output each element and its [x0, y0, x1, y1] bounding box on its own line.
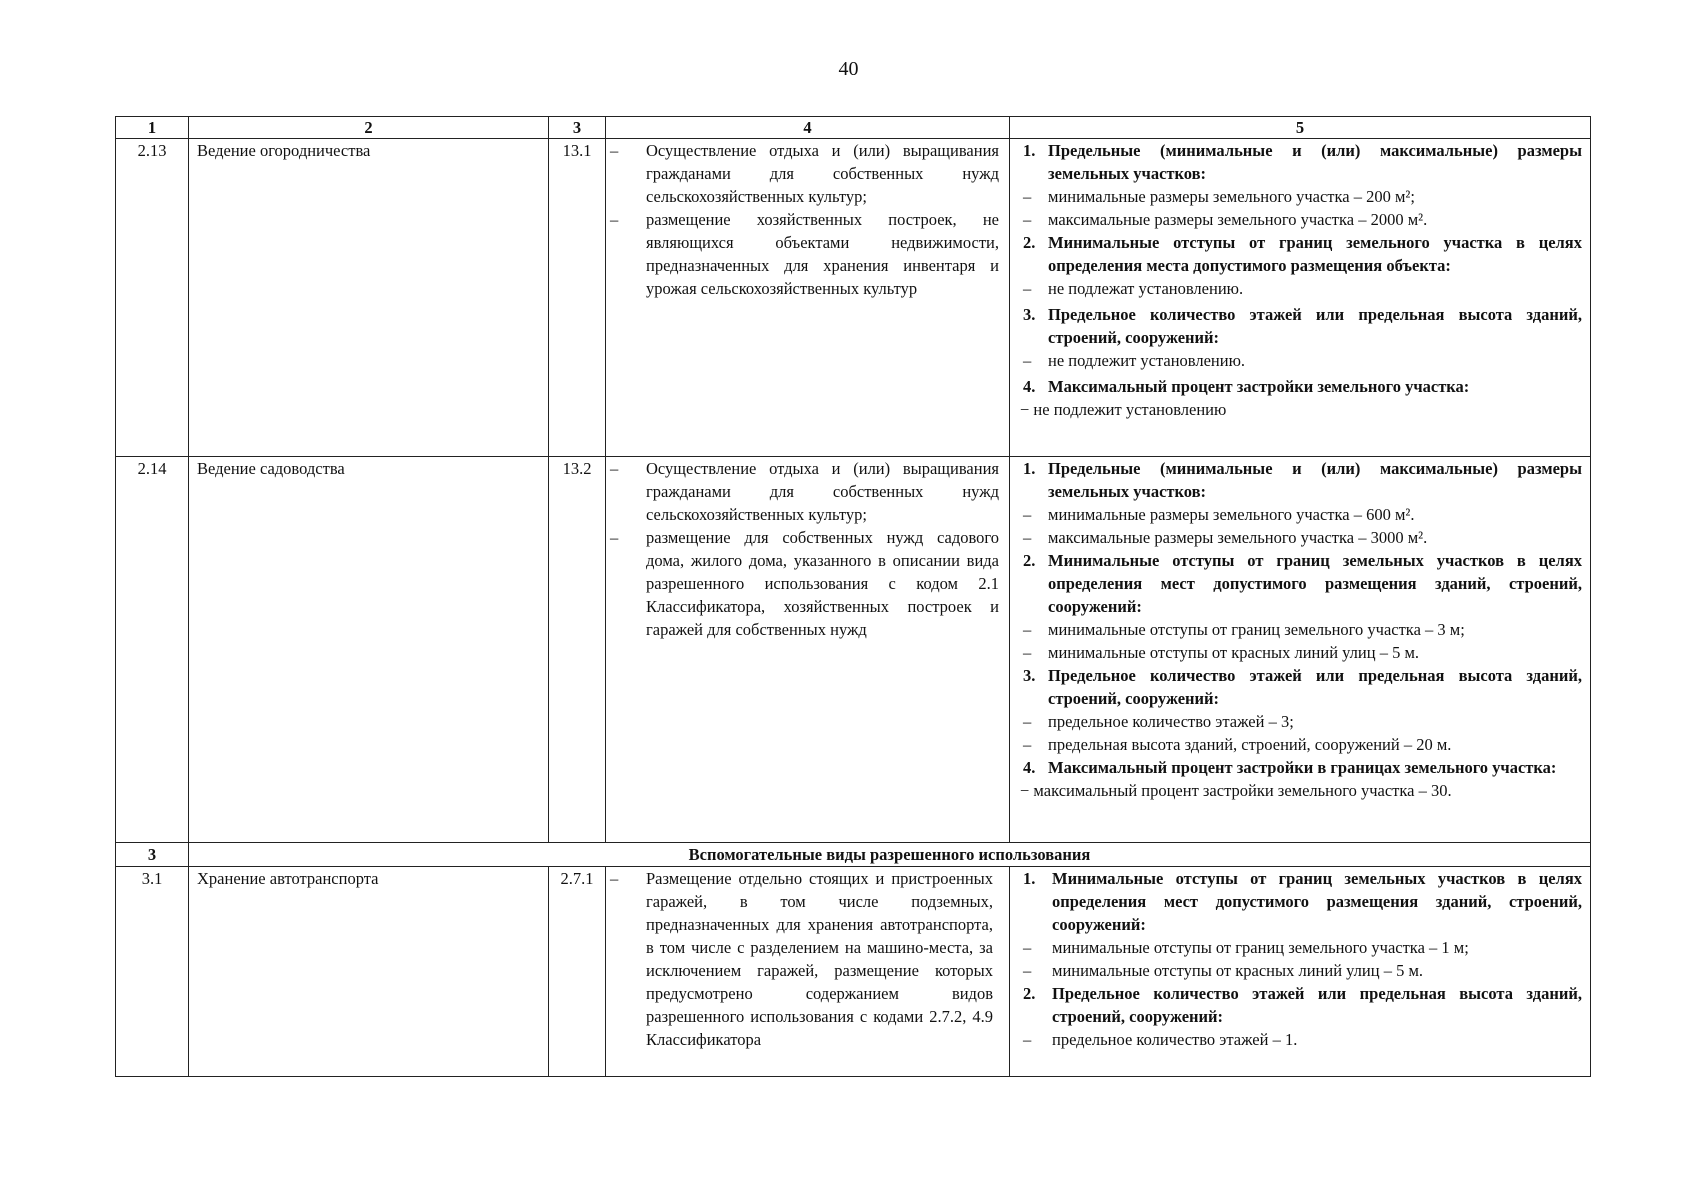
- parameter-item: − максимальный процент застройки земельного участка – 30.: [1020, 781, 1452, 800]
- parameter-heading: 1. Предельные (минимальные и (или) максимальные) размеры земельных участков:: [1023, 459, 1582, 501]
- parameters-cell: [1010, 139, 1591, 457]
- parameter-item: – минимальные отступы от красных линий улиц – 5 м.: [1018, 641, 1582, 664]
- parameter-heading: 3. Предельное количество этажей или предельная высота зданий, строений, сооружений:: [1023, 666, 1582, 708]
- parameters-cell: [1010, 457, 1591, 843]
- parameter-item: – минимальные размеры земельного участка – 200 м²;: [1018, 185, 1582, 208]
- parameters-cell: [1010, 867, 1591, 1077]
- header-cell: 2: [189, 117, 549, 139]
- header-cell: 5: [1010, 117, 1591, 139]
- use-type-code: 13.1: [549, 139, 606, 457]
- use-type-name: Ведение садоводства: [189, 457, 549, 843]
- page-number: 40: [838, 58, 859, 80]
- description-item: – размещение для собственных нужд садового дома, жилого дома, указанного в описании вида разрешенного использования с кодом 2.1 Классификатора, хозяйственных построек и гаражей для собственных нужд: [606, 526, 1001, 641]
- parameter-item: – минимальные размеры земельного участка – 600 м².: [1018, 503, 1582, 526]
- table-row: [116, 139, 1591, 457]
- parameter-item: – максимальные размеры земельного участка – 3000 м².: [1018, 526, 1582, 549]
- header-cell: 4: [606, 117, 1010, 139]
- row-number: 2.14: [116, 457, 189, 843]
- parameter-item: – минимальные отступы от границ земельного участка – 1 м;: [1018, 936, 1582, 959]
- parameter-item: – не подлежат установлению.: [1018, 277, 1582, 300]
- section-row: [116, 843, 1591, 867]
- parameter-item: – предельная высота зданий, строений, сооружений – 20 м.: [1018, 733, 1582, 756]
- table-row: [116, 867, 1591, 1077]
- parameter-item: – предельное количество этажей – 3;: [1018, 710, 1582, 733]
- parameter-item: – минимальные отступы от границ земельного участка – 3 м;: [1018, 618, 1582, 641]
- parameter-heading: 4. Максимальный процент застройки в границах земельного участка:: [1023, 758, 1557, 777]
- header-cell: 1: [116, 117, 189, 139]
- row-number: 2.13: [116, 139, 189, 457]
- parameter-heading: 2. Предельное количество этажей или предельная высота зданий, строений, сооружений:: [1023, 984, 1582, 1026]
- land-use-table: [115, 116, 1591, 1077]
- use-description: [606, 457, 1010, 843]
- description-item: – размещение хозяйственных построек, не являющихся объектами недвижимости, предназначенных для хранения инвентаря и урожая сельскохозяйственных культур: [606, 208, 1001, 300]
- use-description: [606, 139, 1010, 457]
- use-type-name: Хранение автотранспорта: [189, 867, 549, 1077]
- row-number: 3.1: [116, 867, 189, 1077]
- table-header-row: [116, 117, 1591, 139]
- description-item: – Осуществление отдыха и (или) выращивания гражданами для собственных нужд сельскохозяйственных культур;: [606, 139, 1001, 208]
- parameter-item: – максимальные размеры земельного участка – 2000 м².: [1018, 208, 1582, 231]
- parameter-heading: 2. Минимальные отступы от границ земельных участков в целях определения мест допустимого размещения зданий, строений, сооружений:: [1023, 551, 1582, 616]
- parameter-heading: 1. Предельные (минимальные и (или) максимальные) размеры земельных участков:: [1023, 141, 1582, 183]
- parameter-item: – предельное количество этажей – 1.: [1018, 1028, 1582, 1051]
- parameter-heading: 4. Максимальный процент застройки земельного участка:: [1023, 377, 1470, 396]
- parameter-item: – не подлежит установлению.: [1018, 349, 1582, 372]
- description-item: – Размещение отдельно стоящих и пристроенных гаражей, в том числе подземных, предназначенных для хранения автотранспорта, в том числе с разделением на машино-места, за исключением гаражей, размещение которых предусмотрено содержанием видов разрешенного использования с кодами 2.7.2, 4.9 Классификатора: [606, 867, 995, 1051]
- description-item: – Осуществление отдыха и (или) выращивания гражданами для собственных нужд сельскохозяйственных культур;: [606, 457, 1001, 526]
- use-type-code: 2.7.1: [549, 867, 606, 1077]
- use-description: [606, 867, 1010, 1077]
- parameter-item: – минимальные отступы от красных линий улиц – 5 м.: [1018, 959, 1582, 982]
- section-title: Вспомогательные виды разрешенного использования: [189, 843, 1591, 867]
- parameter-heading: 2. Минимальные отступы от границ земельного участка в целях определения места допустимого размещения объекта:: [1023, 233, 1582, 275]
- parameter-heading: 1. Минимальные отступы от границ земельных участков в целях определения мест допустимого размещения зданий, строений, сооружений:: [1023, 869, 1582, 934]
- use-type-code: 13.2: [549, 457, 606, 843]
- table-row: [116, 457, 1591, 843]
- header-cell: 3: [549, 117, 606, 139]
- use-type-name: Ведение огородничества: [189, 139, 549, 457]
- parameter-heading: 3. Предельное количество этажей или предельная высота зданий, строений, сооружений:: [1023, 305, 1582, 347]
- section-number: 3: [116, 843, 189, 867]
- parameter-item: − не подлежит установлению: [1020, 400, 1227, 419]
